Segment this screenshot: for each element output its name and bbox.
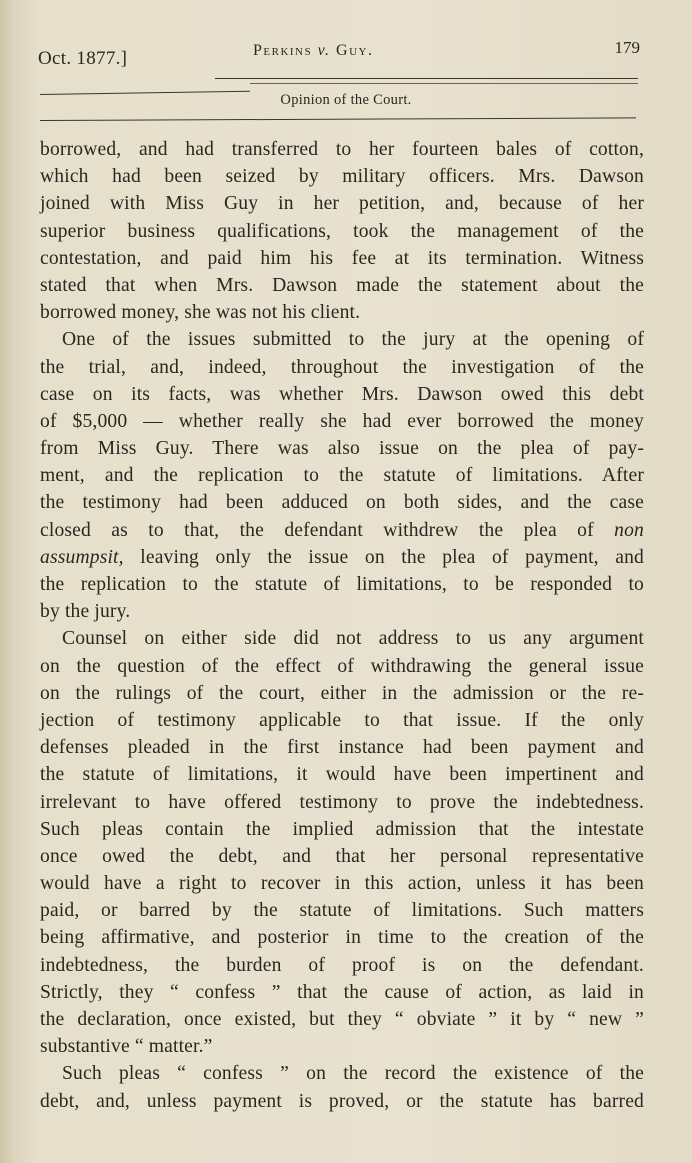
text-line: irrelevant to have offered testimony to prove the indebtedness. <box>40 791 644 813</box>
text-line: ment, and the replication to the statute of limitations. After <box>40 465 644 487</box>
text-line: jection of testimony applicable to that issue. If the only <box>40 709 644 731</box>
running-head <box>38 38 642 69</box>
case-name-plaintiff: Perkins <box>253 42 313 59</box>
text-line: paid, or barred by the statute of limitations. Such matters <box>40 900 644 922</box>
text-line: of $5,000 — whether really she had ever borrowed the money <box>40 410 644 432</box>
header-rule-bottom <box>40 117 636 121</box>
running-head-date: Oct. 1877.] <box>38 48 128 69</box>
opinion-text <box>40 136 644 1115</box>
paragraph-start-line: Counsel on either side did not address to us any argument <box>62 628 644 650</box>
text-line-segment: closed as to that, the defendant withdrew the plea of <box>40 519 594 541</box>
text-line: which had been seized by military officers. Mrs. Dawson <box>40 166 644 188</box>
italic-phrase: non <box>614 519 644 541</box>
text-line: superior business qualifications, took the management of the <box>40 220 644 242</box>
text-line: the replication to the statute of limitations, to be responded to <box>40 574 644 595</box>
case-name-defendant: Guy. <box>336 42 374 59</box>
running-head-case-name <box>253 42 374 60</box>
text-line: borrowed money, she was not his client. <box>40 302 361 324</box>
text-line: joined with Miss Guy in her petition, and, because of her <box>40 193 644 215</box>
text-line-segment: leaving only the issue on the plea of payment, and <box>140 546 644 568</box>
text-line: by the jury. <box>40 601 131 623</box>
page-number: 179 <box>614 38 640 57</box>
text-line: the trial, and, indeed, throughout the investigation of the <box>40 356 644 378</box>
text-line: the declaration, once existed, but they “ obviate ” it by “ new ” <box>40 1009 644 1030</box>
text-line: being affirmative, and posterior in time to the creation of the <box>40 927 644 949</box>
header-rule-top <box>215 78 638 79</box>
text-line: the testimony had been adduced on both sides, and the case <box>40 492 644 514</box>
text-line: Strictly, they “ confess ” that the cause of action, as laid in <box>40 981 644 1003</box>
text-line <box>40 517 644 544</box>
text-line: Such pleas contain the implied admission that the intestate <box>40 818 644 840</box>
case-name-versus: v. <box>317 42 331 59</box>
text-line: once owed the debt, and that her personal representative <box>40 845 644 867</box>
text-line: would have a right to recover in this action, unless it has been <box>40 873 644 895</box>
paragraph-start-line: Such pleas “ confess ” on the record the existence of the <box>62 1063 644 1085</box>
text-line: defenses pleaded in the first instance had been payment and <box>40 737 644 759</box>
text-line: borrowed, and had transferred to her fourteen bales of cotton, <box>40 139 644 160</box>
header-rule-top-double <box>250 83 638 84</box>
text-line: the statute of limitations, it would have been impertinent and <box>40 764 644 786</box>
section-heading: Opinion of the Court. <box>280 92 412 108</box>
text-line: contestation, and paid him his fee at its termination. Witness <box>40 247 644 269</box>
text-line: case on its facts, was whether Mrs. Dawson owed this debt <box>40 383 644 405</box>
text-line: from Miss Guy. There was also issue on the plea of pay- <box>40 438 644 460</box>
paragraph-start-line: One of the issues submitted to the jury at the opening of <box>62 329 644 351</box>
italic-phrase: assumpsit, <box>40 546 124 568</box>
text-line: substantive “ matter.” <box>40 1036 213 1058</box>
text-line: on the question of the effect of withdrawing the general issue <box>40 655 644 677</box>
text-line: debt, and, unless payment is proved, or the statute has barred <box>40 1090 644 1112</box>
text-line: indebtedness, the burden of proof is on the defendant. <box>40 954 644 976</box>
text-line: on the rulings of the court, either in the admission or the re- <box>40 682 644 704</box>
text-line: stated that when Mrs. Dawson made the statement about the <box>40 274 644 296</box>
text-line <box>40 544 644 571</box>
